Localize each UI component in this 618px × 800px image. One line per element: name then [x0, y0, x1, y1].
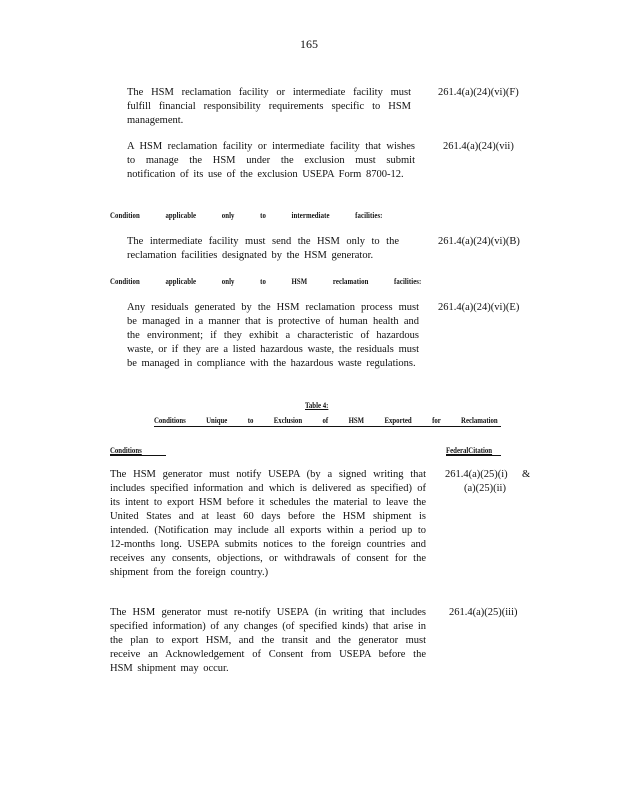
column-header-conditions: Conditions [110, 446, 142, 455]
condition-financial-responsibility: The HSM reclamation facility or intermediate facility must fulfill financial responsibility requirements specific to HSM management. [127, 87, 411, 126]
column-header-conditions-rule [110, 455, 166, 456]
condition-export-renotify: The HSM generator must re-notify USEPA (in writing that includes specified information) of any changes (of specified kinds) that arise in the plan to export HSM, and the transit and the generator must receive an Acknowledgement of Consent from USEPA before the HSM shipment may occur. [110, 607, 426, 674]
citation-export-notify-1: 261.4(a)(25)(i) [445, 469, 508, 480]
column-header-citation-rule [446, 455, 501, 456]
table-title: Conditions Unique to Exclusion of HSM Exported for Reclamation [154, 416, 498, 425]
heading-reclamation-facilities: Condition applicable only to HSM reclamation facilities: [110, 277, 422, 286]
citation-residuals: 261.4(a)(24)(vi)(E) [438, 302, 520, 313]
column-header-citation: FederalCitation [446, 446, 493, 455]
citation-ampersand: & [522, 469, 531, 480]
citation-intermediate-send: 261.4(a)(24)(vi)(B) [438, 236, 520, 247]
page-number: 165 [300, 37, 318, 51]
condition-intermediate-send: The intermediate facility must send the HSM only to the reclamation facilities designated by the HSM generator. [127, 236, 399, 261]
condition-residuals: Any residuals generated by the HSM reclamation process must be managed in a manner that is protective of human health and the environment; if they exhibit a characteristic of hazardous waste, or if they are a listed hazardous waste, the residuals must be managed in compliance with the hazardous waste regulations. [127, 302, 419, 369]
citation-export-renotify: 261.4(a)(25)(iii) [449, 607, 518, 618]
table-label: Table 4: [305, 401, 329, 410]
table-title-underline [154, 426, 501, 427]
citation-notification: 261.4(a)(24)(vii) [443, 141, 514, 152]
condition-notification: A HSM reclamation facility or intermediate facility that wishes to manage the HSM under the exclusion must submit notification of its use of the exclusion USEPA Form 8700-12. [127, 141, 415, 180]
citation-financial-responsibility: 261.4(a)(24)(vi)(F) [438, 87, 519, 98]
condition-export-notify: The HSM generator must notify USEPA (by a signed writing that includes specified information and which is delivered as specified) of its intent to export HSM before it schedules the material to leave the United States and at least 60 days before the HSM shipment is intended. (Notification may include all exports within a period up to 12-months long. USEPA submits notices to the foreign countries and receives any consents, objections, or withdrawals of consent for the shipment from the foreign country.) [110, 469, 426, 578]
citation-export-notify-2: (a)(25)(ii) [464, 483, 506, 494]
heading-intermediate-facilities: Condition applicable only to intermediate facilities: [110, 211, 383, 220]
